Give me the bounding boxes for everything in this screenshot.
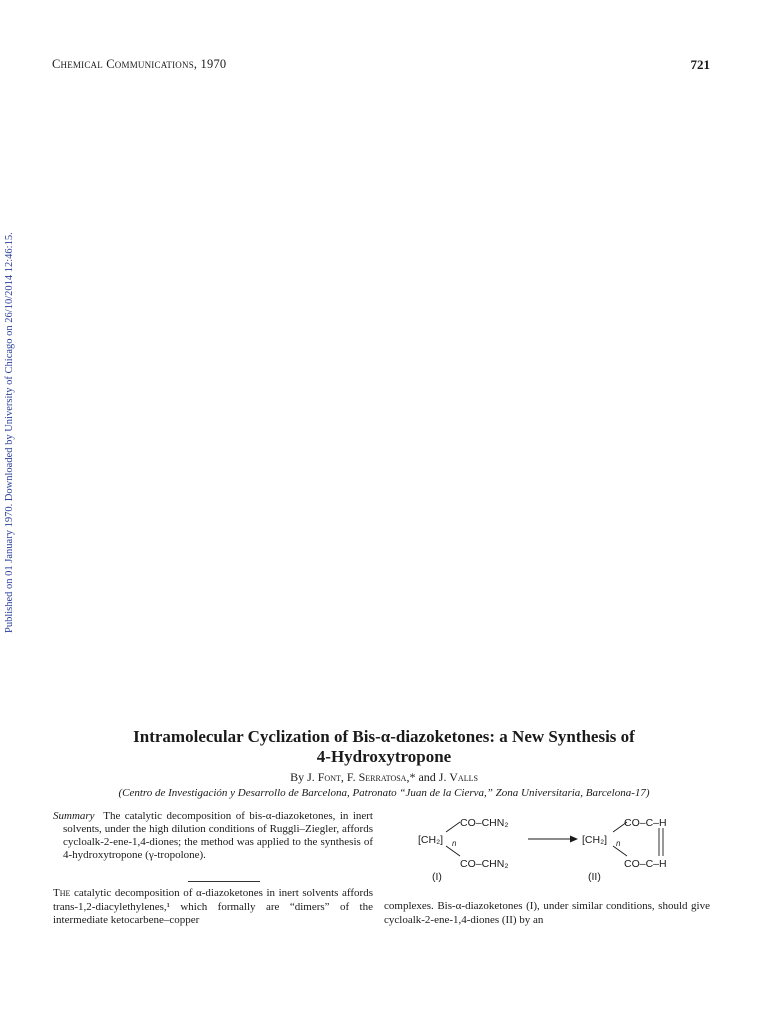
summary-block [53,810,373,862]
page-number: 721 [690,57,710,72]
bond-line [446,822,460,832]
by-word: By [290,770,305,784]
body-column-right [384,900,710,927]
and-word: and [418,770,436,784]
compound-i-subscript: n [452,839,457,848]
compound-ii-subscript: n [616,839,621,848]
compound-ii-top: CO–C–H [624,817,667,829]
reaction-scheme [410,806,720,888]
opening-word: The [53,887,71,899]
body-column-left [53,887,373,928]
summary-label: Summary [53,810,95,822]
compound-i-bottom: CO–CHN₂ [460,858,509,870]
section-divider [188,881,260,882]
title-line-1: Intramolecular Cyclization of Bis-α-diazoketones: a New Synthesis of [133,727,635,746]
compound-i-top: CO–CHN₂ [460,817,509,829]
compound-ii-bottom: CO–C–H [624,858,667,870]
body-text-left: catalytic decomposition of α-diazoketones in inert solvents affords trans-1,2-diacylethylenes,¹ which formally are “dimers” of the intermediate ketocarbene–copper [53,887,373,926]
affiliation: (Centro de Investigación y Desarrollo de Barcelona, Patronato “Juan de la Cierva,” Zona Universitaria, Barcelona-17) [118,787,650,799]
compound-i-chain: [CH₂] [418,834,444,846]
author-valls: J. Valls [438,770,478,784]
arrow-head-icon [570,836,578,843]
download-watermark: Published on 01 January 1970. Downloaded by University of Chicago on 26/10/2014 12:46:15. [4,232,15,633]
compound-i-label: (I) [432,871,442,883]
author-font: J. Font, [307,770,344,784]
author-serratosa: F. Serratosa,* [346,770,416,784]
author-line [60,770,708,785]
summary-text: The catalytic decomposition of bis-α-diazoketones, in inert solvents, under the high dilution conditions of Ruggli–Ziegler, affords cycloalk-2-ene-1,4-diones; the method was applied to the synthesis of 4-hydroxytropone (γ-tropolone). [63,810,373,861]
compound-ii-chain: [CH₂] [582,834,608,846]
body-text-right: complexes. Bis-α-diazoketones (I), under similar conditions, should give cycloalk-2-ene-1,4-diones (II) by an [384,900,710,926]
compound-ii-label: (II) [588,871,601,883]
article-title [60,727,708,767]
running-head: Chemical Communications, 1970 [52,57,227,71]
title-line-2: 4-Hydroxytropone [316,747,452,766]
